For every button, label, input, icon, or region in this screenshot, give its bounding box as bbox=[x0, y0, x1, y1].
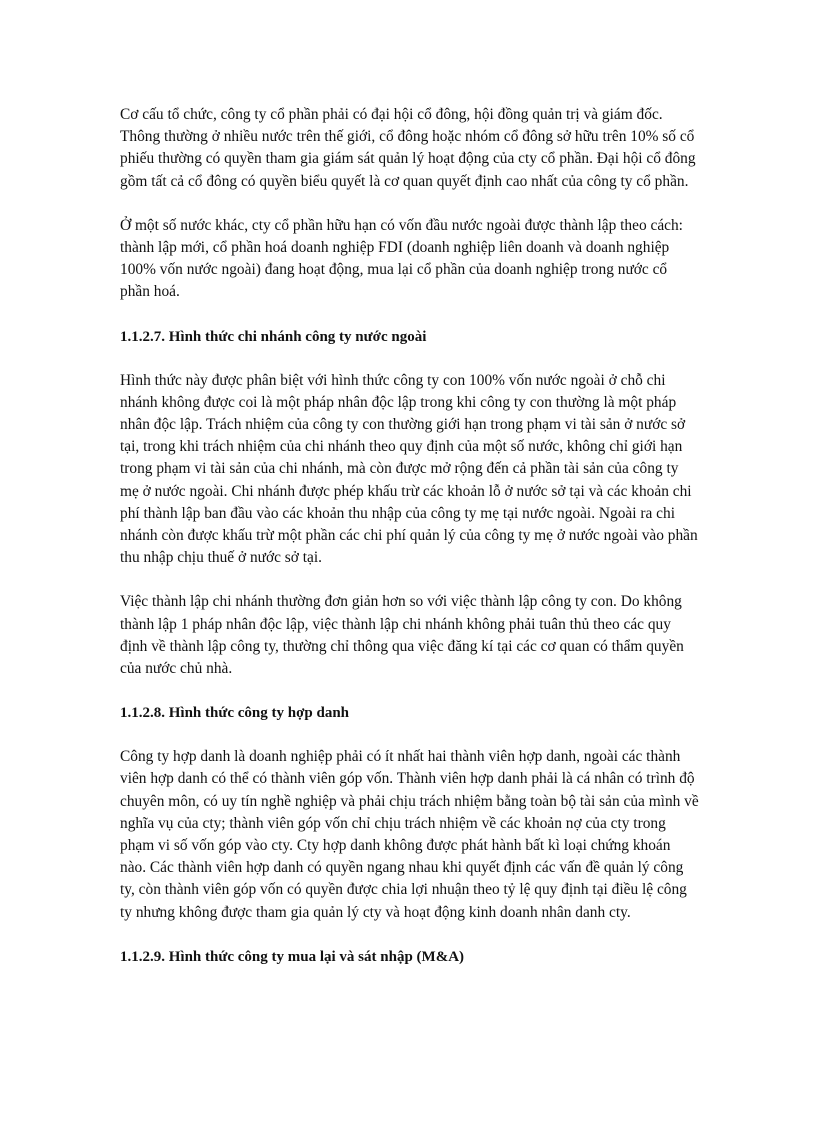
paragraph-branch-distinction: Hình thức này được phân biệt với hình thức công ty con 100% vốn nước ngoài ở chỗ chi nhánh không được coi là một pháp nhân độc lập trong khi công ty con thường là một pháp nhân độc lập. Trách nhiệm của công ty con thường giới hạn trong phạm vi tài sản ở nước sở tại, trong khi trách nhiệm của chi nhánh theo quy định của một số nước, không chỉ giới hạn trong phạm vi tài sản của chi nhánh, mà còn được mở rộng đến cả phần tài sản của công ty mẹ ở nước ngoài. Chi nhánh được phép khấu trừ các khoản lỗ ở nước sở tại và các khoản chi phí thành lập ban đầu vào các khoản thu nhập của công ty mẹ tại nước ngoài. Ngoài ra chi nhánh còn được khấu trừ một phần các chi phí quản lý của công ty mẹ ở nước ngoài vào phần thu nhập chịu thuế ở nước sở tại. bbox=[120, 371, 698, 567]
paragraph-partnership: Công ty hợp danh là doanh nghiệp phải có ít nhất hai thành viên hợp danh, ngoài các thành viên hợp danh có thể có thành viên góp vốn. Thành viên hợp danh phải là cá nhân có trình độ chuyên môn, có uy tín nghề nghiệp và phải chịu trách nhiệm bằng toàn bộ tài sản của mình về nghĩa vụ của cty; thành viên góp vốn chỉ chịu trách nhiệm về các khoản nợ của cty trong phạm vi số vốn góp vào cty. Cty hợp danh không được phát hành bất kì loại chứng khoán nào. Các thành viên hợp danh có quyền ngang nhau khi quyết định các vấn đề quản lý công ty, còn thành viên góp vốn có quyền được chia lợi nhuận theo tỷ lệ quy định tại điều lệ công ty nhưng không được tham gia quản lý cty và hoạt động kinh doanh nhân danh cty. bbox=[120, 748, 699, 921]
section-heading-branch: 1.1.2.7. Hình thức chi nhánh công ty nước ngoài bbox=[120, 328, 427, 345]
document-body bbox=[120, 104, 700, 990]
section-heading-m-and-a: 1.1.2.9. Hình thức công ty mua lại và sát nhập (M&A) bbox=[120, 948, 465, 965]
section-heading-partnership: 1.1.2.8. Hình thức công ty hợp danh bbox=[120, 705, 350, 722]
paragraph-shareholder-structure: Cơ cấu tổ chức, công ty cổ phần phải có đại hội cổ đông, hội đồng quản trị và giám đốc. Thông thường ở nhiều nước trên thế giới, cổ đông hoặc nhóm cổ đông sở hữu trên 10% số cổ phiếu thường có quyền tham gia giám sát quản lý hoạt động của cty cổ phần. Đại hội cổ đông gồm tất cả cổ đông có quyền biểu quyết là cơ quan quyết định cao nhất của công ty cổ phần. bbox=[120, 106, 696, 190]
paragraph-foreign-joint-stock: Ở một số nước khác, cty cổ phần hữu hạn có vốn đầu nước ngoài được thành lập theo cách: thành lập mới, cổ phần hoá doanh nghiệp FDI (doanh nghiệp liên doanh và doanh nghiệp 100% vốn nước ngoài) đang hoạt động, mua lại cổ phần của doanh nghiệp trong nước cổ phần hoá. bbox=[120, 216, 683, 301]
paragraph-branch-establishment: Việc thành lập chi nhánh thường đơn giản hơn so với việc thành lập công ty con. Do không thành lập 1 pháp nhân độc lập, việc thành lập chi nhánh không phải tuân thủ theo các quy định về thành lập công ty, thường chỉ thông qua việc đăng kí tại các cơ quan có thẩm quyền của nước chủ nhà. bbox=[120, 593, 684, 678]
